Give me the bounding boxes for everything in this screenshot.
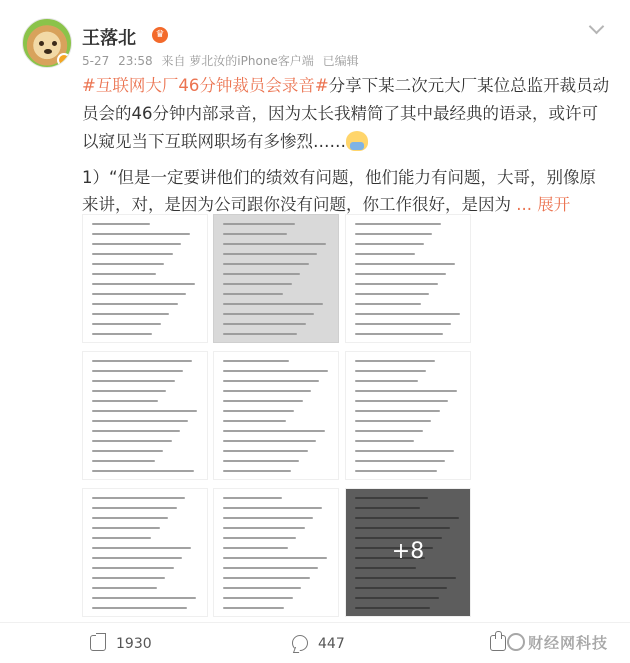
post-meta [82,52,364,69]
text-line [92,293,186,295]
share-count: 1930 [116,636,152,652]
text-line [92,380,175,382]
text-line [223,263,309,265]
text-line [223,597,293,599]
text-line [355,517,459,519]
text-line [92,430,180,432]
text-line [355,597,439,599]
image-thumbnail[interactable] [213,488,339,617]
text-line [223,440,316,442]
author-name[interactable]: 王落北 [82,28,136,49]
image-thumbnail[interactable] [82,214,208,343]
text-line [223,587,301,589]
document-lines [355,223,461,334]
share-button[interactable] [90,635,152,652]
text-line [223,507,322,509]
text-line [355,497,428,499]
document-lines [355,360,461,471]
text-line [223,577,310,579]
text-line [355,577,456,579]
text-line [223,273,300,275]
post-hashtag-link[interactable]: #互联网大厂46分钟裁员会录音# [82,76,329,95]
text-line [92,577,165,579]
document-lines [92,223,198,334]
text-line [223,370,328,372]
post-source: 来自 萝北汝的iPhone客户端 [161,54,314,68]
image-thumbnail[interactable] [82,488,208,617]
text-line [92,527,160,529]
source-watermark [507,632,608,653]
image-thumbnail[interactable] [82,351,208,480]
text-line [223,430,325,432]
text-line [223,360,289,362]
text-line [355,283,438,285]
text-line [92,323,161,325]
text-line [223,313,314,315]
text-line [355,470,437,472]
text-line [223,607,284,609]
text-line [92,390,166,392]
text-line [223,243,326,245]
text-line [92,460,155,462]
text-line [92,557,182,559]
text-line [92,370,183,372]
avatar-eye-icon [39,41,44,46]
text-line [223,223,295,225]
text-line [223,400,303,402]
author-avatar[interactable] [22,18,72,68]
document-lines [92,497,198,608]
comment-count: 447 [318,636,345,652]
text-line [92,400,158,402]
text-line [355,507,420,509]
text-line [223,420,286,422]
text-line [92,567,174,569]
text-line [355,390,457,392]
post-text [82,72,612,156]
text-line [355,223,441,225]
text-line [355,233,432,235]
text-line [92,243,181,245]
image-thumbnail[interactable] [213,214,339,343]
text-line [92,507,177,509]
post-edited-label[interactable]: 已编辑 [322,54,359,68]
text-line [355,607,430,609]
text-line [92,597,196,599]
document-lines [92,360,198,471]
text-line [92,587,157,589]
text-line [92,333,152,335]
text-line [92,537,151,539]
text-line [223,517,313,519]
text-line [355,380,418,382]
text-line [92,607,187,609]
text-line [355,430,423,432]
text-line [355,420,431,422]
text-line [223,233,287,235]
text-line [92,450,163,452]
text-line [92,360,192,362]
expand-link[interactable]: ... 展开 [516,195,571,214]
share-icon [90,635,106,651]
text-line [355,460,445,462]
member-crown-icon: ♛ [152,27,168,43]
text-line [355,293,429,295]
document-lines [223,360,329,471]
text-line [223,557,327,559]
text-line [355,263,455,265]
text-line [223,470,291,472]
document-lines [223,223,329,334]
text-line [355,587,447,589]
image-grid [82,214,476,618]
text-line [223,293,283,295]
text-line [355,567,416,569]
verified-badge-icon [57,53,71,67]
document-lines [223,497,329,608]
text-line [92,517,168,519]
text-line [92,497,185,499]
text-line [92,233,190,235]
text-line [92,440,172,442]
text-line [92,547,191,549]
text-line [92,303,178,305]
image-thumbnail[interactable] [213,351,339,480]
text-line [223,460,299,462]
text-line [355,360,435,362]
text-line [355,243,424,245]
text-line [92,273,156,275]
text-line [223,567,318,569]
more-images-count: +8 [391,539,425,564]
weibo-logo-icon [507,633,525,651]
text-line [355,333,443,335]
text-line [223,253,317,255]
more-images-thumbnail[interactable] [345,488,471,617]
thumbs-up-icon [490,635,506,651]
text-line [223,380,319,382]
text-line [92,410,197,412]
text-line [355,313,460,315]
text-line [355,370,426,372]
comment-icon [292,635,308,651]
text-line [223,537,296,539]
text-line [92,253,173,255]
text-line [92,263,164,265]
avatar-nose-icon [44,49,52,54]
emoji-icon [346,131,368,151]
text-line [92,420,188,422]
post-time[interactable]: 23:58 [118,54,153,68]
watermark-text: 财经网科技 [527,634,608,652]
text-line [223,333,297,335]
text-line [92,283,195,285]
text-line [92,223,150,225]
text-line [355,273,446,275]
text-line [355,323,451,325]
image-thumbnail[interactable] [345,214,471,343]
post-quote-text: 1）“但是一定要讲他们的绩效有问题，他们能力有问题，大哥，别像原来讲，对，是因为公司跟你没有问题，你工作很好，是因为 [82,168,597,214]
text-line [355,400,448,402]
text-line [355,303,421,305]
text-line [223,390,311,392]
text-line [223,323,306,325]
text-line [223,497,282,499]
avatar-eye-icon [52,41,57,46]
text-line [223,547,288,549]
text-line [223,410,294,412]
text-line [355,450,454,452]
text-line [223,450,308,452]
image-thumbnail[interactable] [345,351,471,480]
post-quote [82,164,612,218]
text-line [355,527,450,529]
text-line [355,253,415,255]
text-line [355,440,414,442]
text-line [223,303,323,305]
text-line [223,283,292,285]
chevron-down-icon[interactable] [588,18,604,34]
post-body: 分享下某二次元大厂某位总监开裁员动员会的46分钟内部录音，因为太长我精简了其中最经典的语录，或许可以窥见当下互联网职场有多惨烈…… [82,76,610,151]
text-line [92,313,169,315]
post-date[interactable]: 5-27 [82,54,110,68]
text-line [92,470,194,472]
text-line [355,410,440,412]
comment-button[interactable] [292,635,345,652]
text-line [223,527,305,529]
